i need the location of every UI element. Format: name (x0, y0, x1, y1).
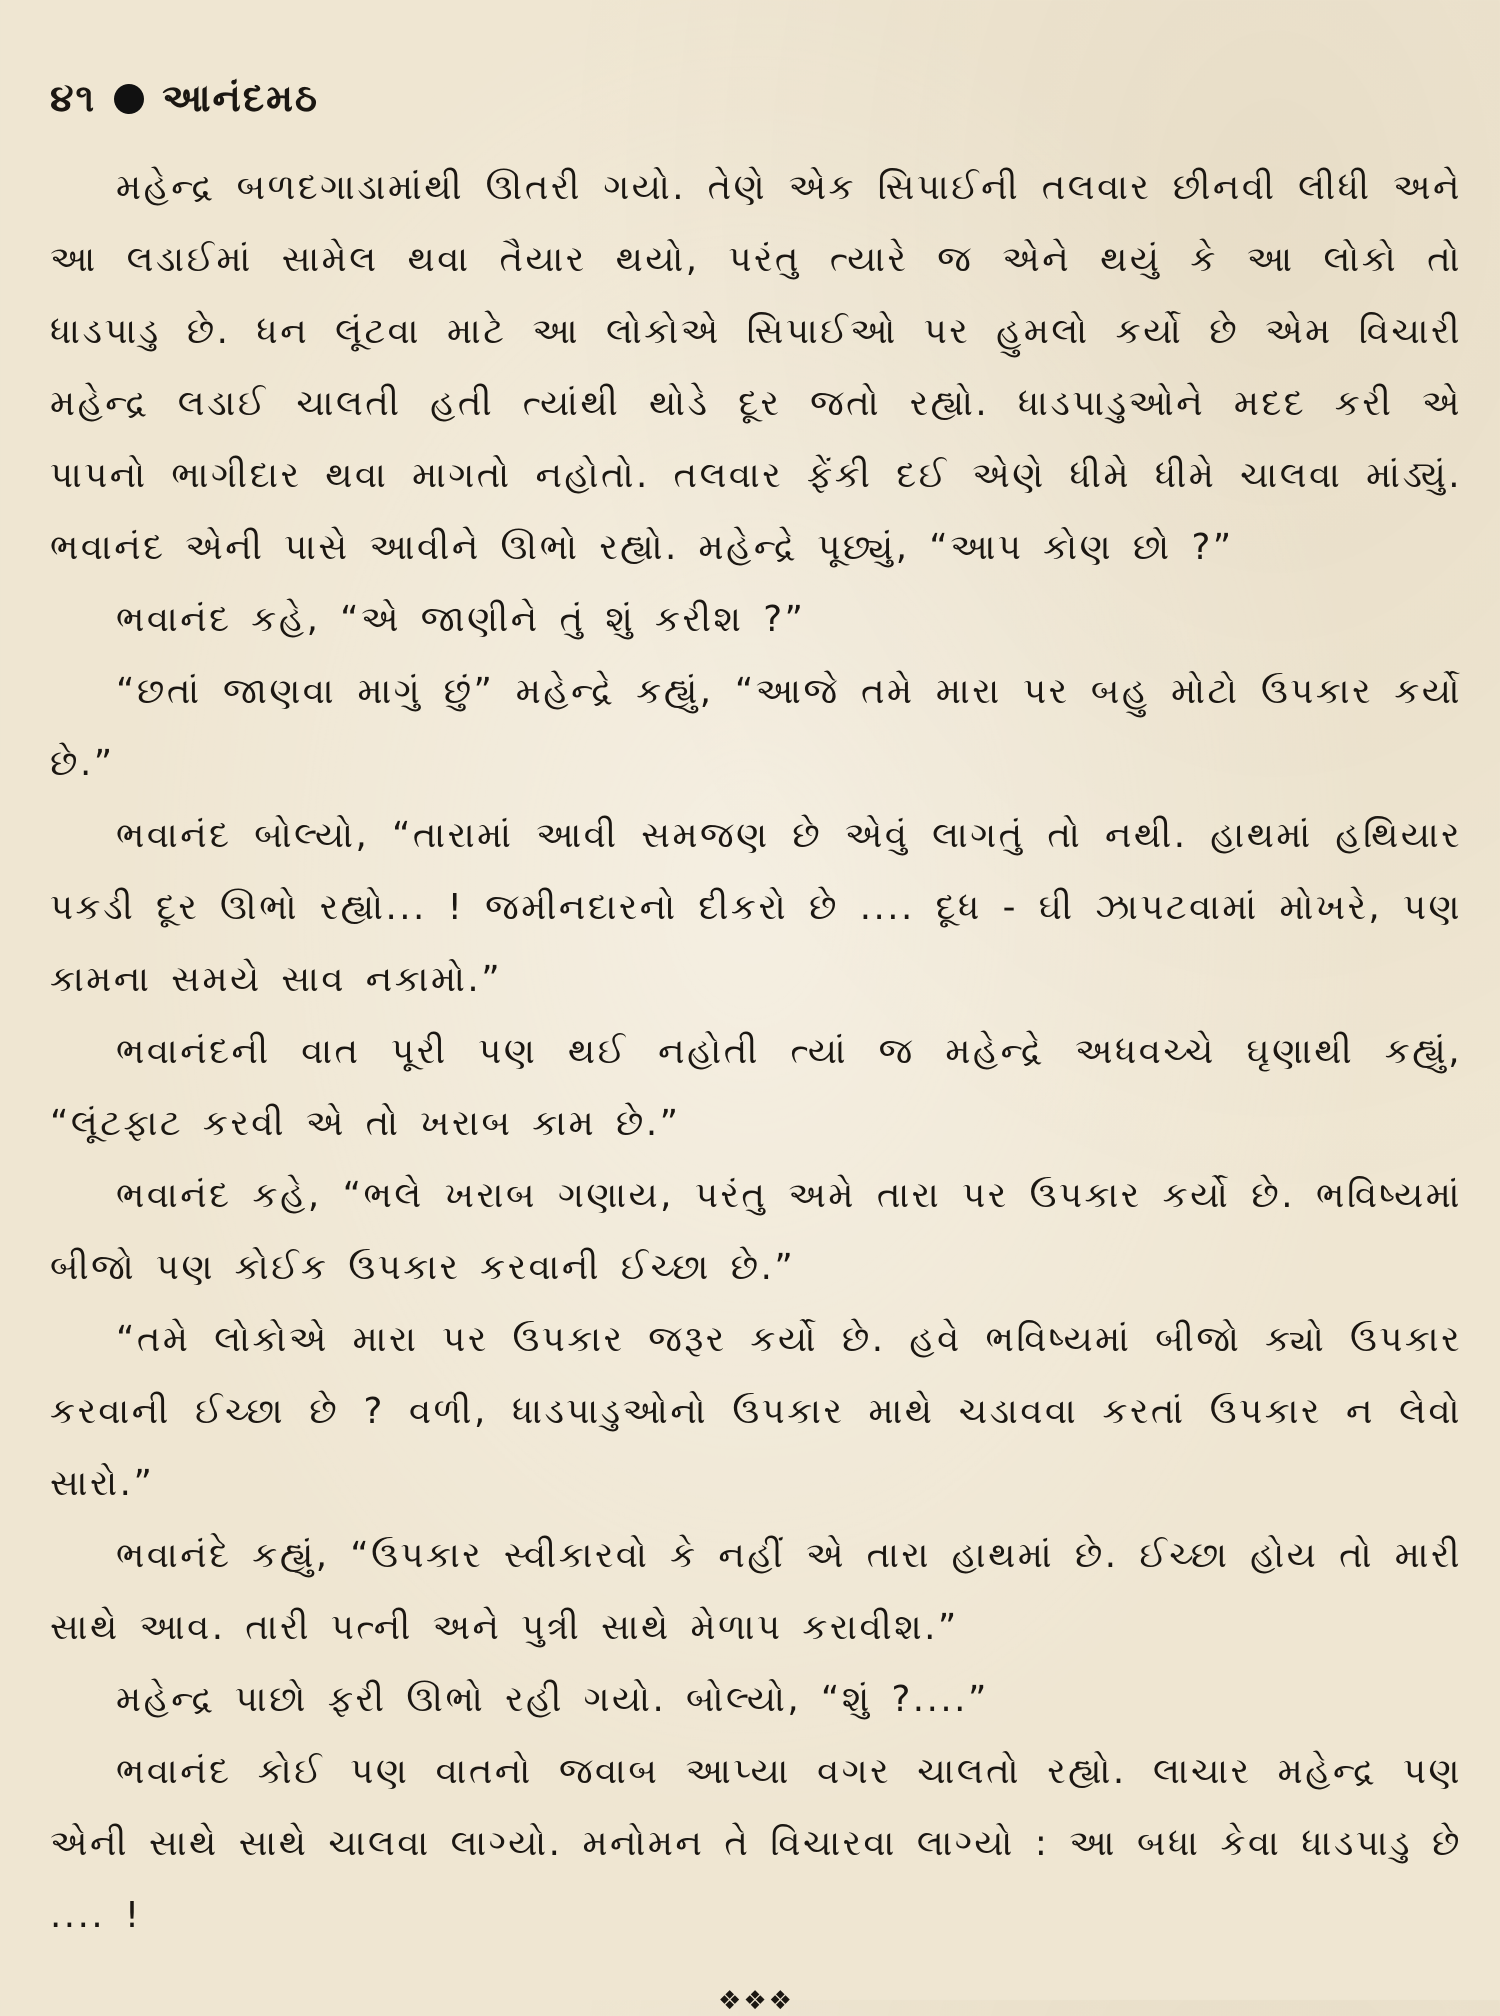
bullet-icon (114, 84, 144, 114)
page-header (50, 78, 1462, 120)
paragraph: ભવાનંદની વાત પૂરી પણ થઈ નહોતી ત્યાં જ મહેન્દ્રે અધવચ્ચે ઘૃણાથી કહ્યું, “લૂંટફાટ કરવી એ તો ખરાબ કામ છે.” (50, 1030, 1462, 1144)
paragraph: “તમે લોકોએ મારા પર ઉપકાર જરૂર કર્યો છે. હવે ભવિષ્યમાં બીજો ક્યો ઉપકાર કરવાની ઈચ્છા છે ? વળી, ધાડપાડુઓનો ઉપકાર માથે ચડાવવા કરતાં ઉપકાર ન લેવો સારો.” (50, 1318, 1462, 1504)
paragraph: ભવાનંદ કહે, “ભલે ખરાબ ગણાય, પરંતુ અમે તારા પર ઉપકાર કર્યો છે. ભવિષ્યમાં બીજો પણ કોઈક ઉપકાર કરવાની ઈચ્છા છે.” (50, 1174, 1462, 1288)
body-text (50, 152, 1462, 1952)
paragraph: ભવાનંદ કોઈ પણ વાતનો જવાબ આપ્યા વગર ચાલતો રહ્યો. લાચાર મહેન્દ્ર પણ એની સાથે સાથે ચાલવા લાગ્યો. મનોમન તે વિચારવા લાગ્યો : આ બધા કેવા ધાડપાડુ છે .... ! (50, 1750, 1462, 1936)
page-number: ૪૧ (50, 76, 97, 120)
section-end-ornament-icon: ❖❖❖ (718, 1985, 794, 2016)
paragraph: ભવાનંદે કહ્યું, “ઉપકાર સ્વીકારવો કે નહીં એ તારા હાથમાં છે. ઈચ્છા હોય તો મારી સાથે આવ. તારી પત્ની અને પુત્રી સાથે મેળાપ કરાવીશ.” (50, 1534, 1462, 1648)
paragraph: મહેન્દ્ર પાછો ફરી ઊભો રહી ગયો. બોલ્યો, “શું ?....” (116, 1678, 989, 1720)
paragraph: મહેન્દ્ર બળદગાડામાંથી ઊતરી ગયો. તેણે એક સિપાઈની તલવાર છીનવી લીધી અને આ લડાઈમાં સામેલ થવા તૈયાર થયો, પરંતુ ત્યારે જ એને થયું કે આ લોકો તો ધાડપાડુ છે. ધન લૂંટવા માટે આ લોકોએ સિપાઈઓ પર હુમલો કર્યો છે એમ વિચારી મહેન્દ્ર લડાઈ ચાલતી હતી ત્યાંથી થોડે દૂર જતો રહ્યો. ધાડપાડુઓને મદદ કરી એ પાપનો ભાગીદાર થવા માગતો નહોતો. તલવાર ફેંકી દઈ એણે ધીમે ધીમે ચાલવા માંડ્યું. ભવાનંદ એની પાસે આવીને ઊભો રહ્યો. મહેન્દ્રે પૂછ્યું, “આપ કોણ છો ?” (50, 166, 1462, 568)
running-title: આનંદમઠ (162, 76, 320, 120)
paragraph: ભવાનંદ કહે, “એ જાણીને તું શું કરીશ ?” (116, 598, 806, 640)
paragraph: ભવાનંદ બોલ્યો, “તારામાં આવી સમજણ છે એવું લાગતું તો નથી. હાથમાં હથિયાર પકડી દૂર ઊભો રહ્યો... ! જમીનદારનો દીકરો છે .... દૂધ - ઘી ઝાપટવામાં મોખરે, પણ કામના સમયે સાવ નકામો.” (50, 814, 1462, 1000)
paragraph: “છતાં જાણવા માગું છું” મહેન્દ્રે કહ્યું, “આજે તમે મારા પર બહુ મોટો ઉપકાર કર્યો છે.” (50, 670, 1462, 784)
